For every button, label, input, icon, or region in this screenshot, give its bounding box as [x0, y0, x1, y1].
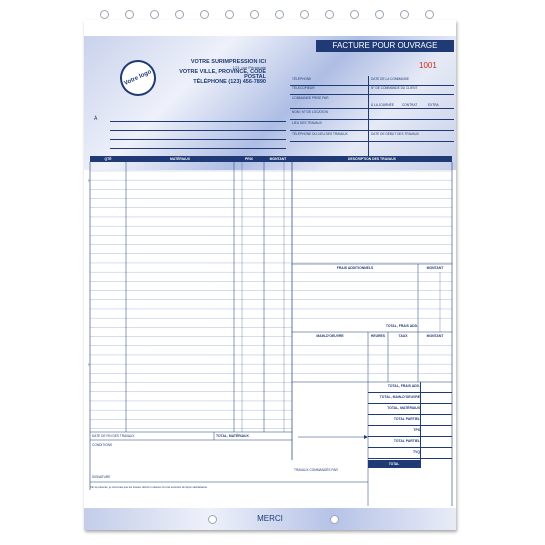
contract-option[interactable]: CONTRAT: [402, 103, 418, 107]
totals-line: [368, 447, 452, 448]
punch-hole: [350, 10, 359, 19]
punch-hole: [150, 10, 159, 19]
row-marker-arrow: ›: [88, 178, 90, 184]
totals-line: [368, 458, 452, 459]
day-rate-option[interactable]: À LA JOURNÉE: [371, 103, 394, 107]
punch-hole: [125, 10, 134, 19]
totals-line: [368, 414, 452, 415]
amount-column-header: MONTANT: [264, 156, 292, 162]
bottom-punch-hole: [330, 515, 339, 524]
extra-charges-title: FRAIS ADDITIONNELS: [336, 266, 374, 270]
punch-hole: [200, 10, 209, 19]
extra-option[interactable]: EXTRA: [428, 103, 439, 107]
taken-by-label: COMMANDE PRISE PAR: [292, 96, 329, 100]
invoice-form: [84, 20, 456, 530]
labour-title: MAIN-D'OEUVRE: [316, 334, 344, 338]
price-column-header: PRIX: [234, 156, 264, 162]
punch-holes: [95, 10, 445, 20]
ordered-by-label: TRAVAUX COMMANDÉS PAR: [294, 468, 338, 472]
invoice-number: 1001: [419, 61, 437, 70]
extra-charges-amount-header: MONTANT: [426, 266, 444, 270]
subtotal-label: TOTAL PARTIEL: [393, 417, 420, 421]
telephone-label: TÉLÉPHONE: [292, 77, 312, 81]
grand-total-label: TOTAL: [368, 460, 420, 468]
site-phone-label: TÉLÉPHONE DU LIEU DES TRAVAUX: [292, 132, 348, 136]
client-order-label: N° DE COMMANDE DU CLIENT: [371, 86, 418, 90]
subtotal-2-label: TOTAL PARTIEL: [393, 439, 420, 443]
order-date-label: DATE DE LA COMMANDE: [371, 77, 410, 81]
start-date-label: DATE DE DÉBUT DES TRAVAUX: [371, 132, 420, 136]
labour-amount-header: MONTANT: [426, 334, 444, 338]
rate-header: TAUX: [398, 334, 408, 338]
punch-hole: [425, 10, 434, 19]
qty-column-header: QTÉ: [90, 156, 126, 162]
total-extra-label: TOTAL, FRAIS ADD.: [387, 384, 420, 388]
punch-hole: [250, 10, 259, 19]
fax-label: TÉLÉCOPIEUR: [292, 86, 315, 90]
work-site-label: LIEU DES TRAVAUX: [292, 121, 322, 125]
totals-line: [368, 392, 452, 393]
to-label: À: [94, 116, 98, 122]
thank-you-text: MERCI: [257, 514, 283, 523]
form-title: FACTURE POUR OUVRAGE: [316, 40, 454, 52]
imprint-line-4: TÉLÉPHONE (123) 456-7890: [193, 79, 266, 85]
punch-hole: [275, 10, 284, 19]
total-materials-label: TOTAL, MATÉRIAUX: [387, 406, 420, 410]
punch-hole: [100, 10, 109, 19]
description-column-header: DESCRIPTION DES TRAVAUX: [292, 156, 452, 162]
totals-divider: [420, 382, 421, 468]
totals-line: [368, 403, 452, 404]
extra-charges-total-label: TOTAL, FRAIS ADD.: [385, 324, 418, 328]
materials-column-header: MATÉRIAUX: [126, 156, 234, 162]
row-marker-arrow: ›: [88, 362, 90, 368]
punch-hole: [175, 10, 184, 19]
punch-hole: [325, 10, 334, 19]
logo-text: Votre logo: [123, 68, 153, 87]
conditions-label: CONDITIONS: [92, 443, 113, 447]
hours-header: HEURES: [370, 334, 386, 338]
bottom-total-materials-label: TOTAL, MATÉRIAUX: [216, 434, 249, 438]
punch-hole: [300, 10, 309, 19]
gst-label: TPS: [413, 428, 420, 432]
location-name-label: NOM / N° DE LOCATION: [292, 110, 328, 114]
punch-hole: [225, 10, 234, 19]
imprint-line-3: VOTRE VILLE, PROVINCE, CODE POSTAL: [179, 69, 266, 80]
bottom-punch-hole: [208, 515, 217, 524]
imprint-line-1: VOTRE SURIMPRESSION ICI: [190, 59, 266, 65]
end-date-label: DATE DE FIN DES TRAVAUX: [92, 434, 135, 438]
acknowledgement-note: Par la présente, je reconnais que les travaux décrits ci-dessus ont été exécutés de façon satisfaisante.: [90, 486, 208, 489]
punch-hole: [400, 10, 409, 19]
total-labour-label: TOTAL, MAIN-D'OEUVRE: [379, 395, 420, 399]
signature-label: SIGNATURE: [92, 475, 111, 479]
qst-label: TVQ: [413, 450, 420, 454]
totals-line: [368, 436, 452, 437]
totals-line: [368, 425, 452, 426]
punch-hole: [375, 10, 384, 19]
imprint-line-2: 123, rue Principale: [232, 65, 266, 70]
